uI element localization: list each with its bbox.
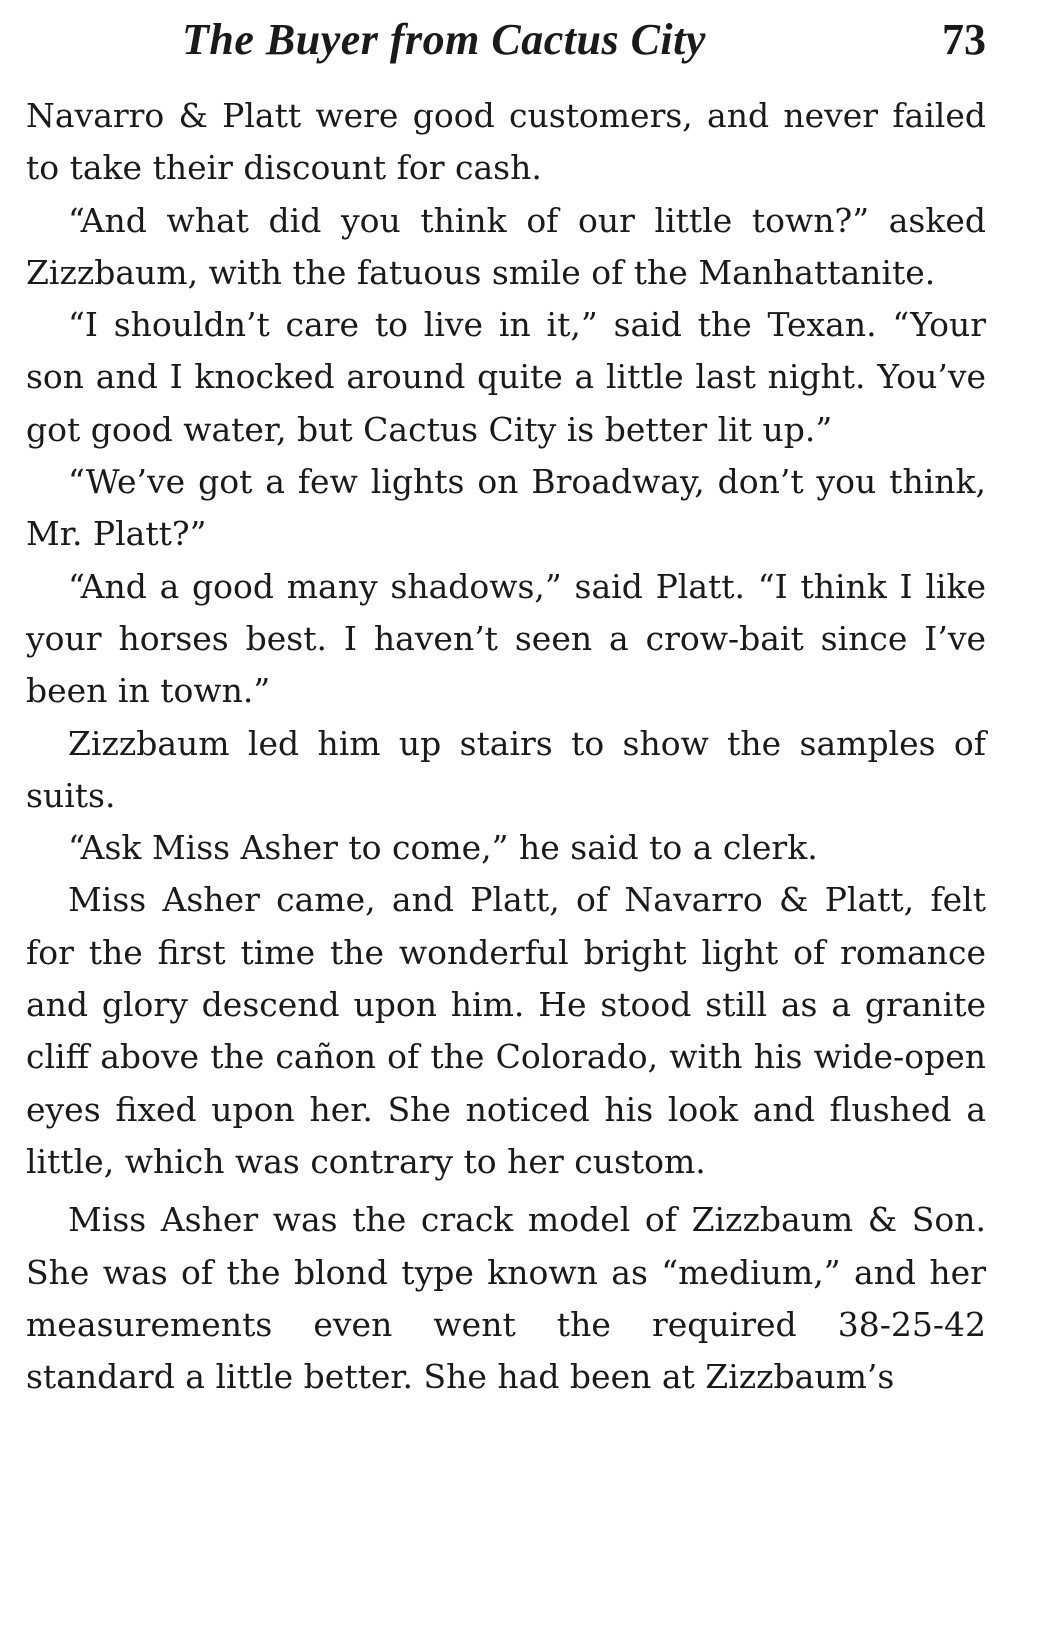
page-header <box>26 14 986 74</box>
body-text <box>26 90 986 1403</box>
paragraph: “We’ve got a few lights on Broadway, don’t you think, Mr. Platt?” <box>26 462 986 554</box>
paragraph: “And what did you think of our little town?” asked Zizzbaum, with the fatuous smile of the Manhattanite. <box>26 200 986 292</box>
running-title: The Buyer from Cactus City <box>182 15 706 64</box>
paragraph: Miss Asher came, and Platt, of Navarro & Platt, felt for the first time the wonderful bright light of romance and glory descend upon him. He stood still as a granite cliff above the cañon of the Colorado, with his wide-open eyes fixed upon her. She noticed his look and flushed a little, which was contrary to her custom. <box>26 880 986 1181</box>
paragraph: Zizzbaum led him up stairs to show the samples of suits. <box>26 723 986 815</box>
page-number: 73 <box>942 15 986 64</box>
paragraph: Miss Asher was the crack model of Zizzbaum & Son. She was of the blond type known as “medium,” and her measurements even went the required 38-25-42 standard a little better. She had been at Zizzbaum’s <box>26 1200 986 1397</box>
book-page <box>26 14 986 1403</box>
paragraph: “I shouldn’t care to live in it,” said the Texan. “Your son and I knocked around quite a little last night. You’ve got good water, but Cactus City is better lit up.” <box>26 305 986 449</box>
paragraph: Navarro & Platt were good customers, and never failed to take their discount for cash. <box>26 96 986 188</box>
paragraph: “And a good many shadows,” said Platt. “I think I like your horses best. I haven’t seen a crow-bait since I’ve been in town.” <box>26 566 986 711</box>
paragraph: “Ask Miss Asher to come,” he said to a clerk. <box>68 828 818 868</box>
